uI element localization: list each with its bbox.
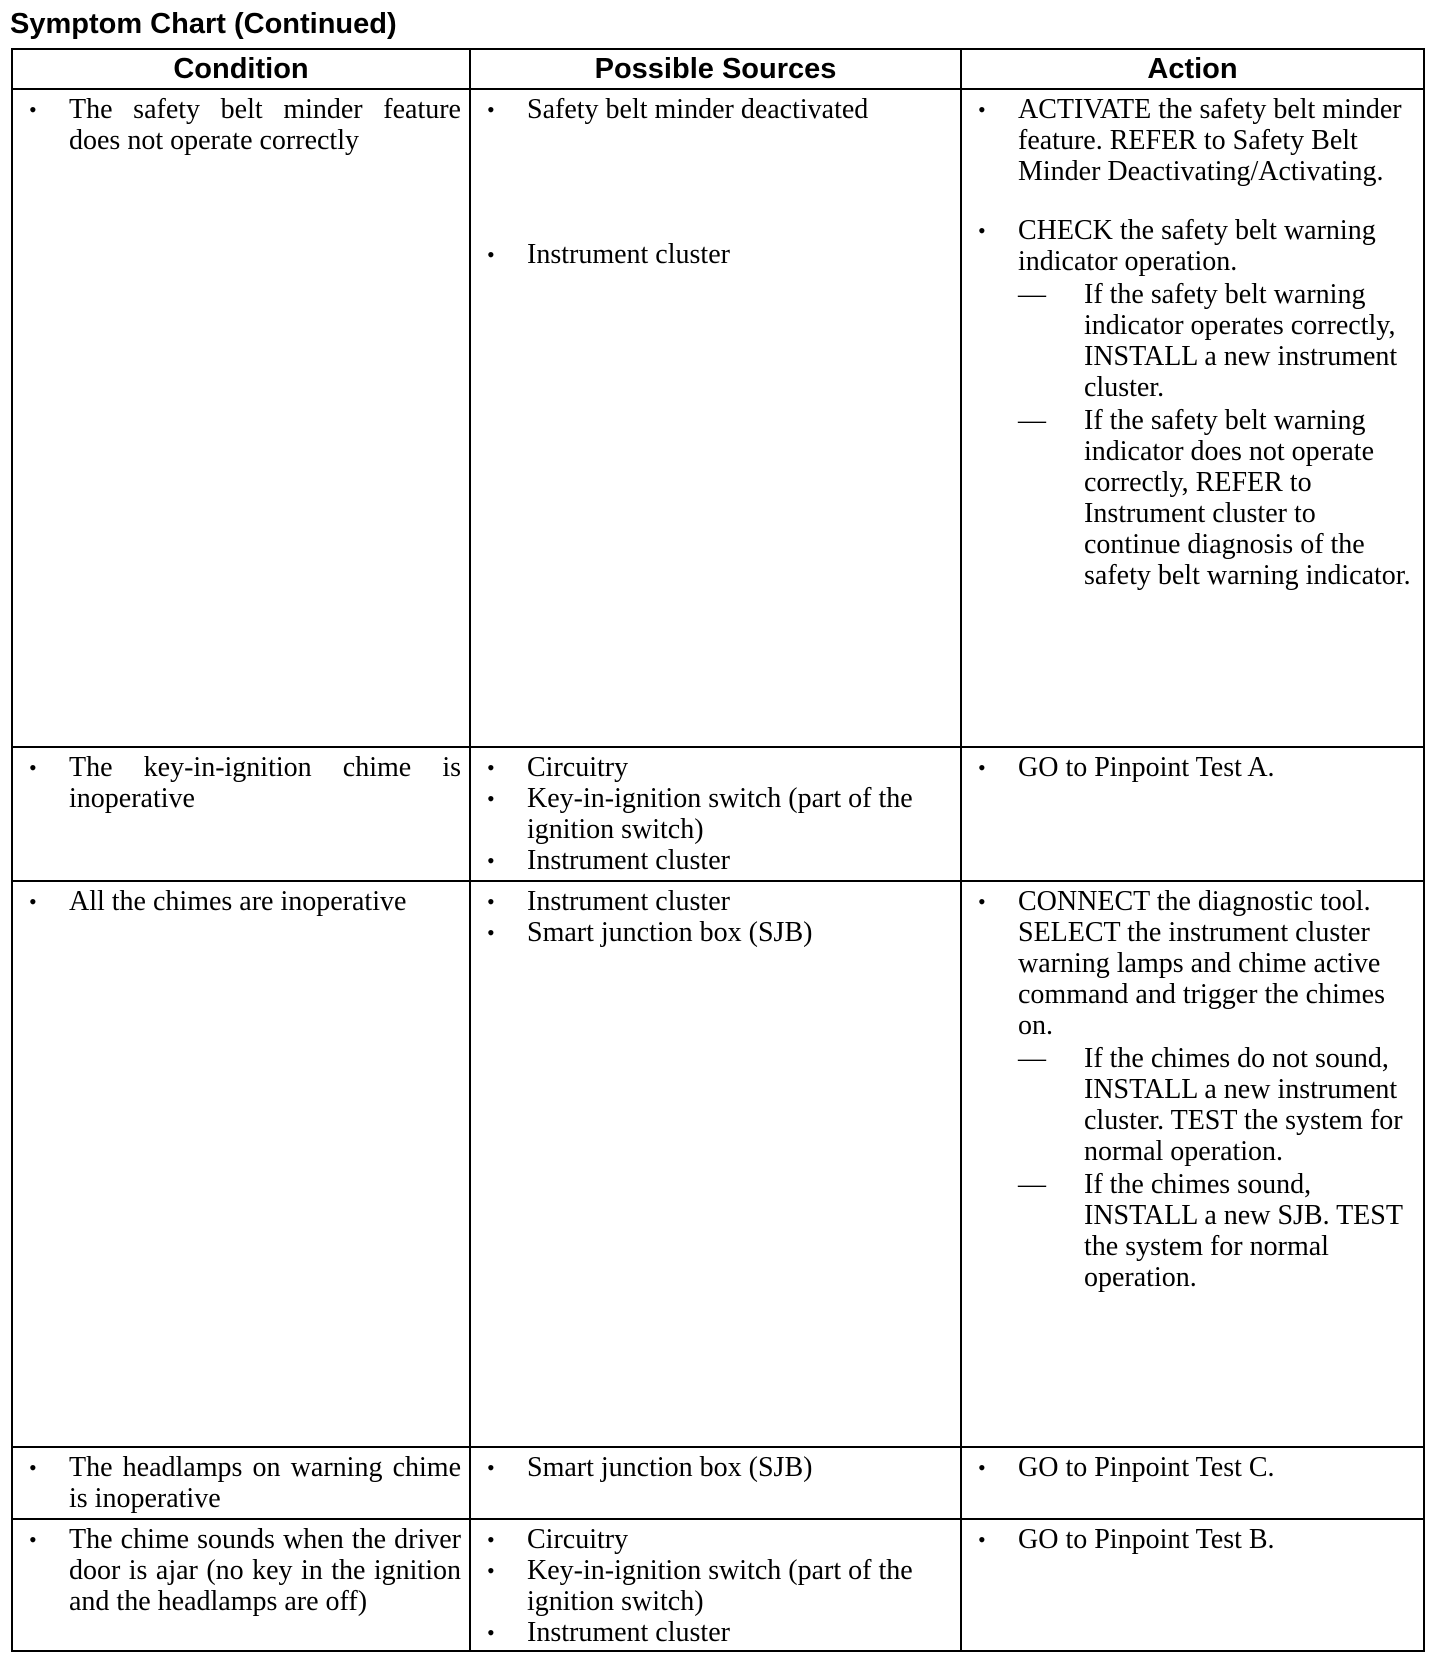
table-row — [12, 747, 1424, 881]
page-title: Symptom Chart (Continued) — [10, 8, 397, 40]
bullet-icon: • — [978, 218, 986, 243]
header-action: Action — [961, 49, 1424, 89]
table-row — [12, 1519, 1424, 1651]
bullet-icon: • — [29, 1527, 37, 1552]
source-item — [479, 1524, 952, 1555]
table-row — [12, 1447, 1424, 1519]
bullet-icon: • — [29, 889, 37, 914]
bullet-icon: • — [487, 848, 495, 873]
bullet-icon: • — [487, 1455, 495, 1480]
condition-item — [21, 752, 461, 814]
condition-cell — [12, 881, 470, 1447]
source-item — [479, 917, 952, 948]
source-text: Smart junction box (SJB) — [527, 917, 813, 948]
action-item — [970, 1452, 1415, 1483]
condition-cell — [12, 89, 470, 747]
bullet-icon: • — [29, 97, 37, 122]
bullet-icon: • — [29, 755, 37, 780]
action-subitem — [1018, 1043, 1415, 1167]
sources-cell — [470, 1447, 961, 1519]
action-text: CHECK the safety belt warning indicator operation. — [1018, 215, 1376, 277]
action-text: CONNECT the diagnostic tool. SELECT the instrument cluster warning lamps and chime active command and trigger the chimes on. — [1018, 886, 1385, 1041]
bullet-icon: • — [487, 1620, 495, 1645]
bullet-icon: • — [487, 889, 495, 914]
action-cell — [961, 1447, 1424, 1519]
sources-cell — [470, 881, 961, 1447]
sources-cell — [470, 1519, 961, 1651]
condition-text: The chime sounds when the driver door is ajar (no key in the ignition and the headlamps are off) — [69, 1524, 461, 1617]
header-possible-sources: Possible Sources — [470, 49, 961, 89]
dash-icon: — — [1018, 1043, 1046, 1074]
condition-text: The headlamps on warning chime is inoperative — [69, 1452, 461, 1514]
source-item — [479, 1452, 952, 1483]
source-item — [479, 886, 952, 917]
header-condition: Condition — [12, 49, 470, 89]
bullet-icon: • — [29, 1455, 37, 1480]
action-text: GO to Pinpoint Test C. — [1018, 1452, 1275, 1483]
condition-text: The key-in-ignition chime is inoperative — [69, 752, 461, 814]
source-text: Instrument cluster — [527, 886, 730, 917]
source-item — [479, 1555, 952, 1617]
action-text: GO to Pinpoint Test B. — [1018, 1524, 1275, 1555]
action-cell — [961, 89, 1424, 747]
condition-text: All the chimes are inoperative — [69, 886, 407, 917]
dash-icon: — — [1018, 405, 1046, 436]
table-header-row — [12, 49, 1424, 89]
action-subitem — [1018, 1169, 1415, 1293]
action-item — [970, 215, 1415, 591]
action-item — [970, 94, 1415, 187]
table-row — [12, 881, 1424, 1447]
bullet-icon: • — [978, 755, 986, 780]
source-item — [479, 845, 952, 876]
symptom-chart-table — [11, 48, 1425, 1652]
source-item — [479, 783, 952, 845]
action-subitem-text: If the chimes do not sound, INSTALL a new instrument cluster. TEST the system for normal operation. — [1084, 1043, 1403, 1167]
condition-item — [21, 886, 461, 917]
action-item — [970, 886, 1415, 1293]
condition-item — [21, 1524, 461, 1617]
bullet-icon: • — [487, 920, 495, 945]
source-item — [479, 239, 952, 270]
action-item — [970, 752, 1415, 783]
source-item — [479, 1617, 952, 1648]
source-text: Instrument cluster — [527, 845, 730, 876]
bullet-icon: • — [978, 97, 986, 122]
bullet-icon: • — [978, 1527, 986, 1552]
source-text: Circuitry — [527, 752, 629, 783]
action-subitem — [1018, 405, 1415, 591]
table-row — [12, 89, 1424, 747]
bullet-icon: • — [487, 786, 495, 811]
bullet-icon: • — [978, 1455, 986, 1480]
source-text: Key-in-ignition switch (part of the ignition switch) — [527, 1555, 913, 1617]
action-cell — [961, 747, 1424, 881]
source-item — [479, 94, 952, 125]
condition-cell — [12, 747, 470, 881]
action-subitem-text: If the safety belt warning indicator operates correctly, INSTALL a new instrument cluster. — [1084, 279, 1398, 403]
action-cell — [961, 881, 1424, 1447]
action-cell — [961, 1519, 1424, 1651]
action-subitem-text: If the safety belt warning indicator does not operate correctly, REFER to Instrument cluster to continue diagnosis of the safety belt warning indicator. — [1084, 405, 1411, 591]
sources-cell — [470, 89, 961, 747]
bullet-icon: • — [487, 1558, 495, 1583]
condition-item — [21, 1452, 461, 1514]
dash-icon: — — [1018, 1169, 1046, 1200]
bullet-icon: • — [487, 97, 495, 122]
condition-text: The safety belt minder feature does not operate correctly — [69, 94, 461, 156]
source-text: Instrument cluster — [527, 1617, 730, 1648]
source-text: Circuitry — [527, 1524, 629, 1555]
action-subitem — [1018, 279, 1415, 403]
source-text: Instrument cluster — [527, 239, 730, 270]
bullet-icon: • — [487, 242, 495, 267]
bullet-icon: • — [487, 1527, 495, 1552]
bullet-icon: • — [487, 755, 495, 780]
source-item — [479, 752, 952, 783]
condition-cell — [12, 1447, 470, 1519]
source-text: Key-in-ignition switch (part of the ignition switch) — [527, 783, 913, 845]
source-text: Smart junction box (SJB) — [527, 1452, 813, 1483]
action-item — [970, 1524, 1415, 1555]
bullet-icon: • — [978, 889, 986, 914]
condition-item — [21, 94, 461, 156]
action-text: GO to Pinpoint Test A. — [1018, 752, 1275, 783]
action-subitem-text: If the chimes sound, INSTALL a new SJB. TEST the system for normal operation. — [1084, 1169, 1403, 1293]
dash-icon: — — [1018, 279, 1046, 310]
condition-cell — [12, 1519, 470, 1651]
action-text: ACTIVATE the safety belt minder feature. REFER to Safety Belt Minder Deactivating/Activating. — [1018, 94, 1402, 187]
source-text: Safety belt minder deactivated — [527, 94, 869, 125]
sources-cell — [470, 747, 961, 881]
